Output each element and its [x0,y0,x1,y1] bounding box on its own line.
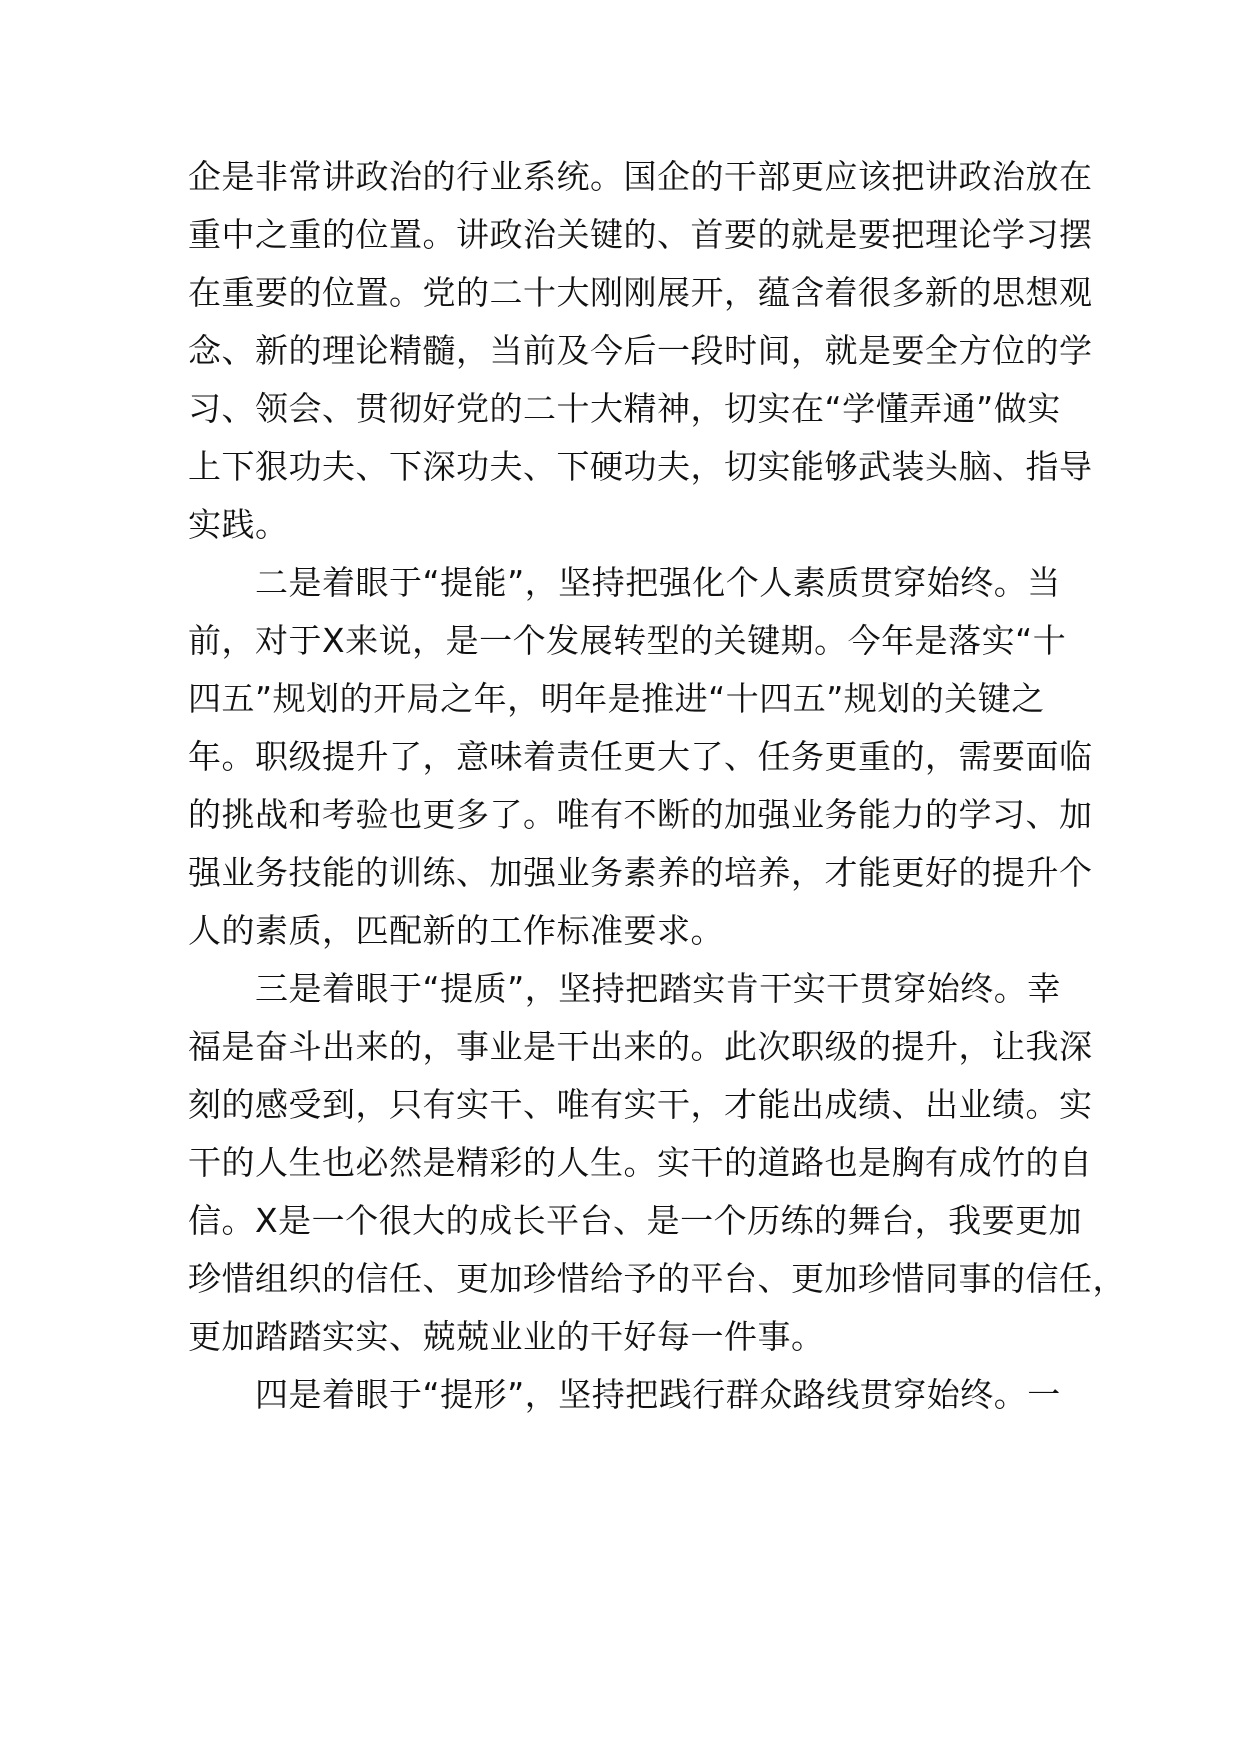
text-line: 干的人生也必然是精彩的人生。实干的道路也是胸有成竹的自 [188,1143,1093,1182]
text-line: 念、新的理论精髓，当前及今后一段时间，就是要全方位的学 [188,331,1093,370]
text-line: 信。X是一个很大的成长平台、是一个历练的舞台，我要更加 [188,1201,1083,1240]
text-line: 习、领会、贯彻好党的二十大精神，切实在“学懂弄通”做实 [188,389,1061,428]
text-line: 的挑战和考验也更多了。唯有不断的加强业务能力的学习、加 [188,795,1093,834]
text-line: 年。职级提升了，意味着责任更大了、任务更重的，需要面临 [188,737,1093,776]
text-line: 在重要的位置。党的二十大刚刚展开，蕴含着很多新的思想观 [188,273,1093,312]
text-line: 四是着眼于“提形”，坚持把践行群众路线贯穿始终。一 [188,1375,1061,1414]
text-line: 实践。 [188,505,289,544]
text-line: 前，对于X来说，是一个发展转型的关键期。今年是落实“十 [188,621,1067,660]
text-line: 三是着眼于“提质”，坚持把踏实肯干实干贯穿始终。幸 [188,969,1061,1008]
text-line: 企是非常讲政治的行业系统。国企的干部更应该把讲政治放在 [188,157,1093,196]
text-line: 刻的感受到，只有实干、唯有实干，才能出成绩、出业绩。实 [188,1085,1093,1124]
text-line: 人的素质，匹配新的工作标准要求。 [188,911,724,950]
text-line: 强业务技能的训练、加强业务素养的培养，才能更好的提升个 [188,853,1093,892]
text-line: 上下狠功夫、下深功夫、下硬功夫，切实能够武装头脑、指导 [188,447,1093,486]
text-line: 珍惜组织的信任、更加珍惜给予的平台、更加珍惜同事的信任， [188,1259,1126,1298]
text-line: 更加踏踏实实、兢兢业业的干好每一件事。 [188,1317,825,1356]
text-line: 福是奋斗出来的，事业是干出来的。此次职级的提升，让我深 [188,1027,1093,1066]
text-line: 四五”规划的开局之年，明年是推进“十四五”规划的关键之 [188,679,1045,718]
text-line: 二是着眼于“提能”，坚持把强化个人素质贯穿始终。当 [188,563,1061,602]
text-line: 重中之重的位置。讲政治关键的、首要的就是要把理论学习摆 [188,215,1093,254]
